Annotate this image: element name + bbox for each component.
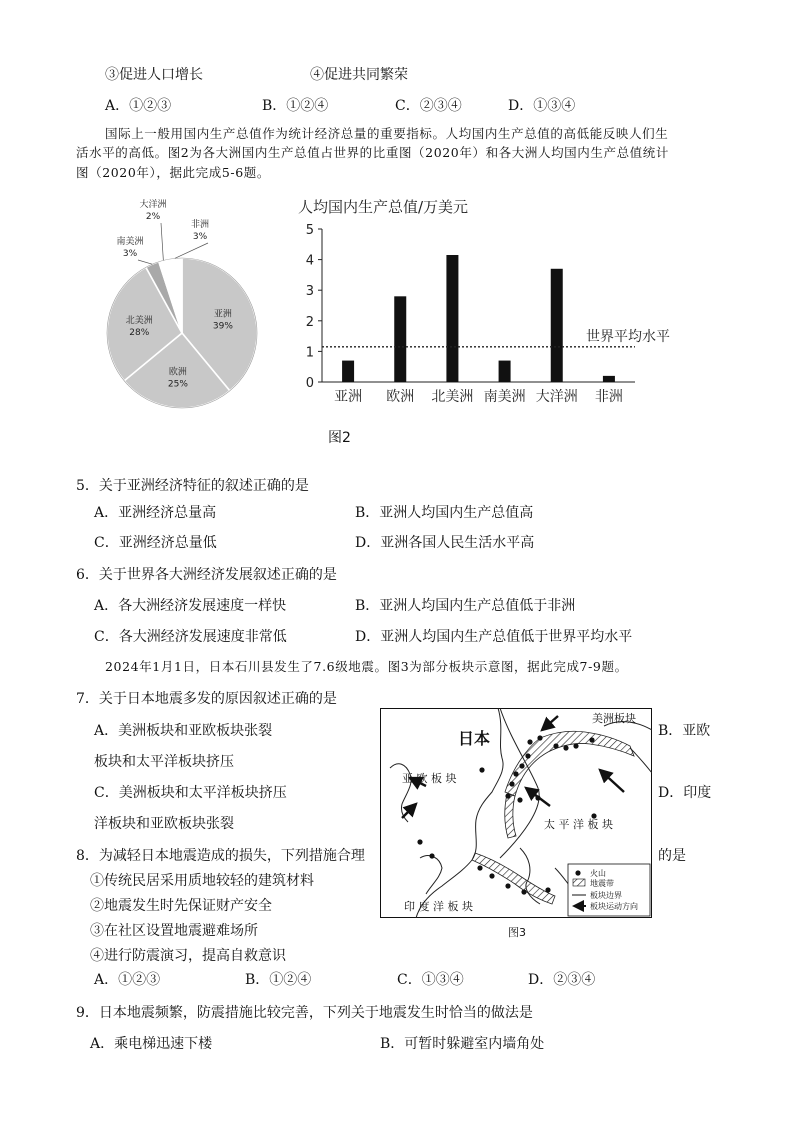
- q9-option-a[interactable]: A．乘电梯迅速下楼: [90, 1036, 213, 1052]
- q8-item-1: ①传统民居采用质地较轻的建筑材料: [90, 873, 314, 889]
- q7-option-d-cont: 洋板块和亚欧板块张裂: [94, 816, 234, 832]
- answer-b: B．①②④: [262, 98, 329, 114]
- label-pacific-plate: 太 平 洋 板 块: [544, 818, 613, 831]
- label-japan: 日本: [458, 729, 491, 748]
- x-category-label: 亚洲: [334, 389, 363, 405]
- q8-option-b[interactable]: B．①②④: [245, 972, 312, 988]
- pie-leader-south-america: [138, 260, 152, 264]
- q5-option-a[interactable]: A．亚洲经济总量高: [94, 505, 217, 521]
- pie-pct-europe: 25%: [167, 379, 188, 390]
- y-tick-label: 1: [305, 345, 314, 361]
- pie-label-south-america: 南美洲: [116, 237, 144, 247]
- y-tick-label: 4: [305, 253, 314, 269]
- pie-leader-africa: [175, 243, 208, 258]
- legend-volcano: 火山: [590, 869, 606, 878]
- pie-pct-oceania: 2%: [145, 212, 161, 222]
- world-average-label: 世界平均水平: [586, 328, 670, 345]
- q8-item-3: ③在社区设置地震避难场所: [90, 923, 258, 939]
- q5-option-b[interactable]: B．亚洲人均国内生产总值高: [355, 505, 534, 521]
- y-tick-label: 3: [305, 284, 314, 300]
- bar-3: [499, 361, 511, 382]
- q7-option-b[interactable]: B．亚欧: [658, 723, 711, 739]
- legend-seismic-belt: 地震带: [590, 879, 614, 888]
- q8-option-d[interactable]: D．②③④: [528, 972, 596, 988]
- pie-chart: [100, 192, 275, 422]
- q6-option-b[interactable]: B．亚洲人均国内生产总值低于非洲: [355, 598, 576, 614]
- q6-option-c[interactable]: C．各大洲经济发展速度非常低: [94, 629, 287, 645]
- answer-c: C．②③④: [395, 98, 462, 114]
- pie-pct-africa: 3%: [192, 232, 208, 242]
- q8-stem: 8．为减轻日本地震造成的损失，下列措施合理: [76, 848, 365, 864]
- option-item-3: ③促进人口增长: [105, 67, 203, 83]
- q5-option-c[interactable]: C．亚洲经济总量低: [94, 535, 217, 551]
- q7-option-c[interactable]: C．美洲板块和太平洋板块挤压: [94, 785, 287, 801]
- bar-5: [603, 376, 615, 382]
- x-category-label: 欧洲: [386, 389, 415, 405]
- q8-option-a[interactable]: A．①②③: [94, 972, 161, 988]
- q7-stem: 7．关于日本地震多发的原因叙述正确的是: [76, 691, 337, 707]
- answer-a: A．①②③: [105, 98, 172, 114]
- intro-line-1: 国际上一般用国内生产总值作为统计经济总量的重要指标。人均国内生产总值的高低能反映人们生: [105, 126, 669, 141]
- x-category-label: 非洲: [594, 389, 623, 405]
- option-item-4: ④促进共同繁荣: [310, 67, 408, 83]
- plate-map: [380, 708, 652, 918]
- x-category-label: 南美洲: [483, 389, 526, 405]
- y-tick-label: 2: [305, 314, 314, 330]
- bar-chart-title: 人均国内生产总值/万美元: [298, 198, 469, 216]
- bar-4: [551, 269, 563, 382]
- pie-label-asia: 亚洲: [213, 309, 232, 320]
- q6-option-a[interactable]: A．各大洲经济发展速度一样快: [94, 598, 287, 614]
- q7-option-d[interactable]: D．印度: [658, 785, 712, 801]
- label-american-plate: 美洲板块: [592, 712, 636, 725]
- bar-2: [446, 255, 458, 382]
- y-tick-label: 5: [305, 223, 314, 238]
- intro-line-2: 活水平的高低。图2为各大洲国内生产总值占世界的比重图（2020年）和各大洲人均国内生产总值统计: [76, 145, 669, 160]
- x-category-label: 北美洲: [431, 389, 474, 405]
- legend-seismic-belt-icon: [573, 879, 585, 886]
- label-eurasian-plate: 亚 欧 板 块: [402, 772, 457, 785]
- legend-volcano-icon: [575, 870, 580, 875]
- pie-label-north-america: 北美洲: [125, 315, 153, 326]
- x-category-label: 大洋洲: [535, 389, 578, 405]
- figure-3-caption: 图3: [508, 926, 526, 939]
- pie-label-africa: 非洲: [190, 220, 210, 230]
- bar-0: [342, 361, 354, 382]
- bar-1: [394, 296, 406, 382]
- q8-item-4: ④进行防震演习，提高自救意识: [90, 948, 286, 964]
- pie-label-oceania: 大洋洲: [139, 200, 167, 210]
- label-indian-plate: 印 度 洋 板 块: [404, 900, 473, 913]
- pie-leader-oceania: [161, 223, 163, 260]
- legend-motion: 板块运动方向: [590, 902, 638, 911]
- q9-stem: 9．日本地震频繁，防震措施比较完善，下列关于地震发生时恰当的做法是: [76, 1005, 533, 1021]
- pie-pct-asia: 39%: [212, 321, 233, 332]
- q8-option-c[interactable]: C．①③④: [397, 972, 464, 988]
- pie-pct-south-america: 3%: [122, 249, 138, 259]
- legend-boundary: 板块边界: [590, 891, 622, 900]
- q6-stem: 6．关于世界各大洲经济发展叙述正确的是: [76, 567, 337, 583]
- q8-item-2: ②地震发生时先保证财产安全: [90, 898, 272, 914]
- q5-option-d[interactable]: D．亚洲各国人民生活水平高: [355, 535, 535, 551]
- pie-label-europe: 欧洲: [168, 367, 187, 378]
- q5-stem: 5．关于亚洲经济特征的叙述正确的是: [76, 478, 309, 494]
- intro-line-3: 图（2020年），据此完成5-6题。: [76, 165, 270, 180]
- intro-7-9: 2024年1月1日，日本石川县发生了7.6级地震。图3为部分板块示意图，据此完成7-9题。: [105, 659, 628, 674]
- q7-option-b-cont: 板块和太平洋板块挤压: [94, 754, 234, 770]
- map-legend: [568, 864, 650, 916]
- figure-2-caption: 图2: [328, 430, 351, 446]
- q8-stem-end: 的是: [658, 848, 686, 864]
- q6-option-d[interactable]: D．亚洲人均国内生产总值低于世界平均水平: [355, 629, 633, 645]
- y-tick-label: 0: [305, 376, 314, 391]
- q7-option-a[interactable]: A．美洲板块和亚欧板块张裂: [94, 723, 273, 739]
- q9-option-b[interactable]: B．可暂时躲避室内墙角处: [380, 1036, 545, 1052]
- bar-chart: [290, 192, 690, 412]
- answer-d: D．①③④: [508, 98, 576, 114]
- pie-pct-north-america: 28%: [129, 327, 150, 338]
